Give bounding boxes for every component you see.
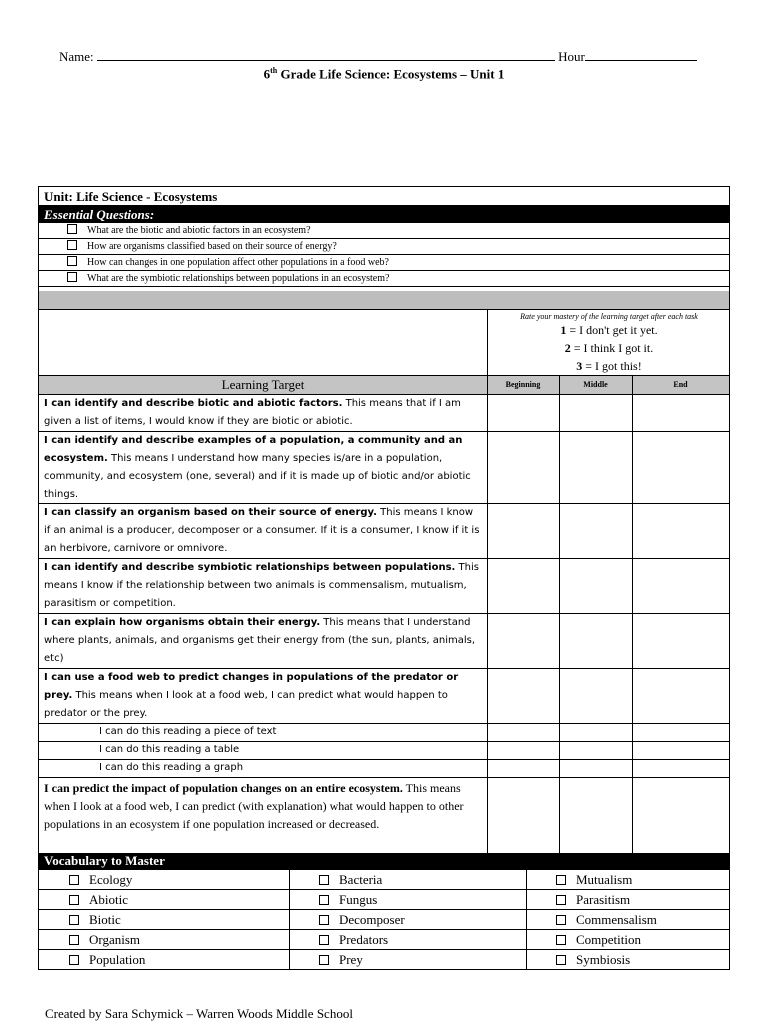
vocab-row: Ecology Bacteria Mutualism (39, 870, 729, 890)
checkbox[interactable] (67, 224, 77, 234)
checkbox[interactable] (69, 955, 79, 965)
vocabulary-header: Vocabulary to Master (39, 853, 729, 870)
checkbox[interactable] (556, 935, 566, 945)
page-title: 6th Grade Life Science: Ecosystems – Unit 1 (263, 66, 505, 82)
question-row: How can changes in one population affect other populations in a food web? (39, 255, 729, 271)
vocab-row: Organism Predators Competition (39, 930, 729, 950)
rating-row (39, 310, 729, 376)
col-beginning: Beginning (505, 380, 541, 389)
checkbox[interactable] (69, 915, 79, 925)
subtarget-row: I can do this reading a table (39, 742, 729, 760)
vocab-row: Population Prey Symbiosis (39, 950, 729, 970)
checkbox[interactable] (556, 895, 566, 905)
checkbox[interactable] (556, 955, 566, 965)
target-row: I can explain how organisms obtain their energy. This means that I understand where plants, animals, and organisms get their energy from (the sun, plants, animals, etc) (39, 614, 729, 669)
checkbox[interactable] (69, 895, 79, 905)
col-middle: Middle (583, 380, 608, 389)
question-row: How are organisms classified based on their source of energy? (39, 239, 729, 255)
checkbox[interactable] (67, 240, 77, 250)
target-row: I can predict the impact of population changes on an entire ecosystem. This means when I look at a food web, I can predict (with explanation) what would happen to other populations in an ecosystem if one population increased or decreased. (44, 781, 464, 831)
name-label: Name: (59, 49, 94, 64)
vocab-row: Biotic Decomposer Commensalism (39, 910, 729, 930)
footer-credit: Created by Sara Schymick – Warren Woods Middle School (45, 1006, 353, 1021)
hour-label: Hour (558, 49, 585, 64)
checkbox[interactable] (69, 875, 79, 885)
checkbox[interactable] (319, 955, 329, 965)
name-field[interactable] (97, 50, 555, 61)
essential-questions-header: Essential Questions: (39, 206, 729, 223)
target-row: I can identify and describe biotic and abiotic factors. This means that if I am given a list of items, I would know if they are biotic or abiotic. (39, 395, 729, 432)
learning-target-header: Learning Target Beginning Middle End (39, 376, 729, 395)
checkbox[interactable] (319, 935, 329, 945)
target-row: I can classify an organism based on their source of energy. This means I know if an animal is a producer, decomposer or a consumer. If it is a consumer, I know if it is an herbivore, carnivore or omnivore. (39, 504, 729, 559)
checkbox[interactable] (67, 256, 77, 266)
col-end: End (673, 380, 688, 389)
target-row: I can identify and describe symbiotic relationships between populations. This means I know if the relationship between two animals is commensalism, mutualism, parasitism or competition. (39, 559, 729, 614)
rating-key: Rate your mastery of the learning target after each task 1 = I don't get it yet. 2 = I think I got it. 3 = I got this! (487, 310, 730, 376)
checkbox[interactable] (556, 915, 566, 925)
subtarget-row: I can do this reading a graph (39, 760, 729, 778)
target-row: I can identify and describe examples of a population, a community and an ecosystem. This means I understand how many species is/are in a population, community, and ecosystem (one, several) and if it is made up of biotic and/or abiotic things. (39, 432, 729, 504)
checkbox[interactable] (556, 875, 566, 885)
subtarget-row: I can do this reading a piece of text (39, 724, 729, 742)
question-row: What are the symbiotic relationships between populations in an ecosystem? (39, 271, 729, 287)
hour-field[interactable] (585, 50, 697, 61)
question-row: What are the biotic and abiotic factors in an ecosystem? (39, 223, 729, 239)
checkbox[interactable] (69, 935, 79, 945)
checkbox[interactable] (319, 875, 329, 885)
unit-label: Unit: Life Science - Ecosystems (39, 187, 729, 206)
target-row: I can use a food web to predict changes in populations of the predator or prey. This means when I look at a food web, I can predict what would happen to predator or the prey. (39, 669, 729, 724)
vocab-row: Abiotic Fungus Parasitism (39, 890, 729, 910)
checkbox[interactable] (319, 915, 329, 925)
learning-target-table (38, 186, 730, 970)
divider-bar (39, 291, 729, 310)
name-hour-line (59, 49, 719, 65)
checkbox[interactable] (67, 272, 77, 282)
checkbox[interactable] (319, 895, 329, 905)
